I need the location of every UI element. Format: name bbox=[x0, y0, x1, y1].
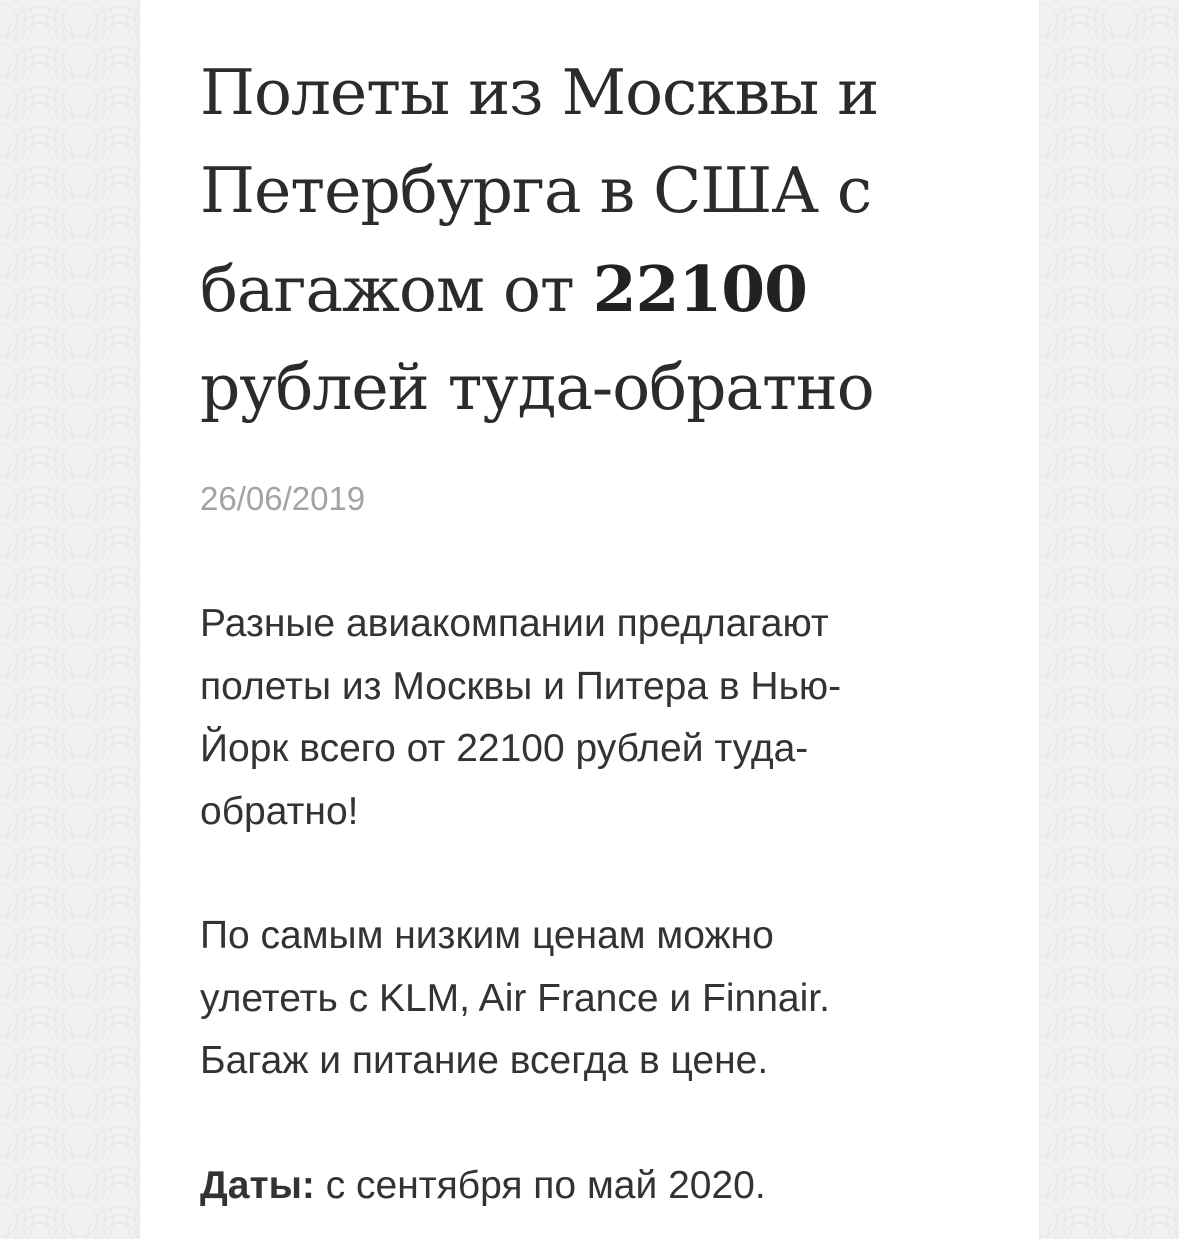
title-text-start: Полеты из Москвы и Петербурга в США с багажом от bbox=[200, 56, 879, 326]
title-text-end: рублей туда-обратно bbox=[200, 351, 874, 424]
article-paragraph-airlines: По самым низким ценам можно улететь с KLM, Air France и Finnair. Багаж и питание всегда в цене. bbox=[200, 914, 830, 1082]
title-price: 22100 bbox=[592, 252, 807, 326]
article-title bbox=[200, 44, 960, 437]
article-paragraph-intro: Разные авиакомпании предлагают полеты из Москвы и Питера в Нью-Йорк всего от 22100 рублей туда-обратно! bbox=[200, 602, 842, 833]
dates-value: с сентября по май 2020. bbox=[314, 1164, 766, 1207]
dates-label: Даты: bbox=[200, 1164, 315, 1207]
article-paragraph-dates bbox=[200, 1155, 920, 1218]
publish-date: 26/06/2019 bbox=[200, 480, 366, 517]
article-card bbox=[140, 0, 1039, 1239]
